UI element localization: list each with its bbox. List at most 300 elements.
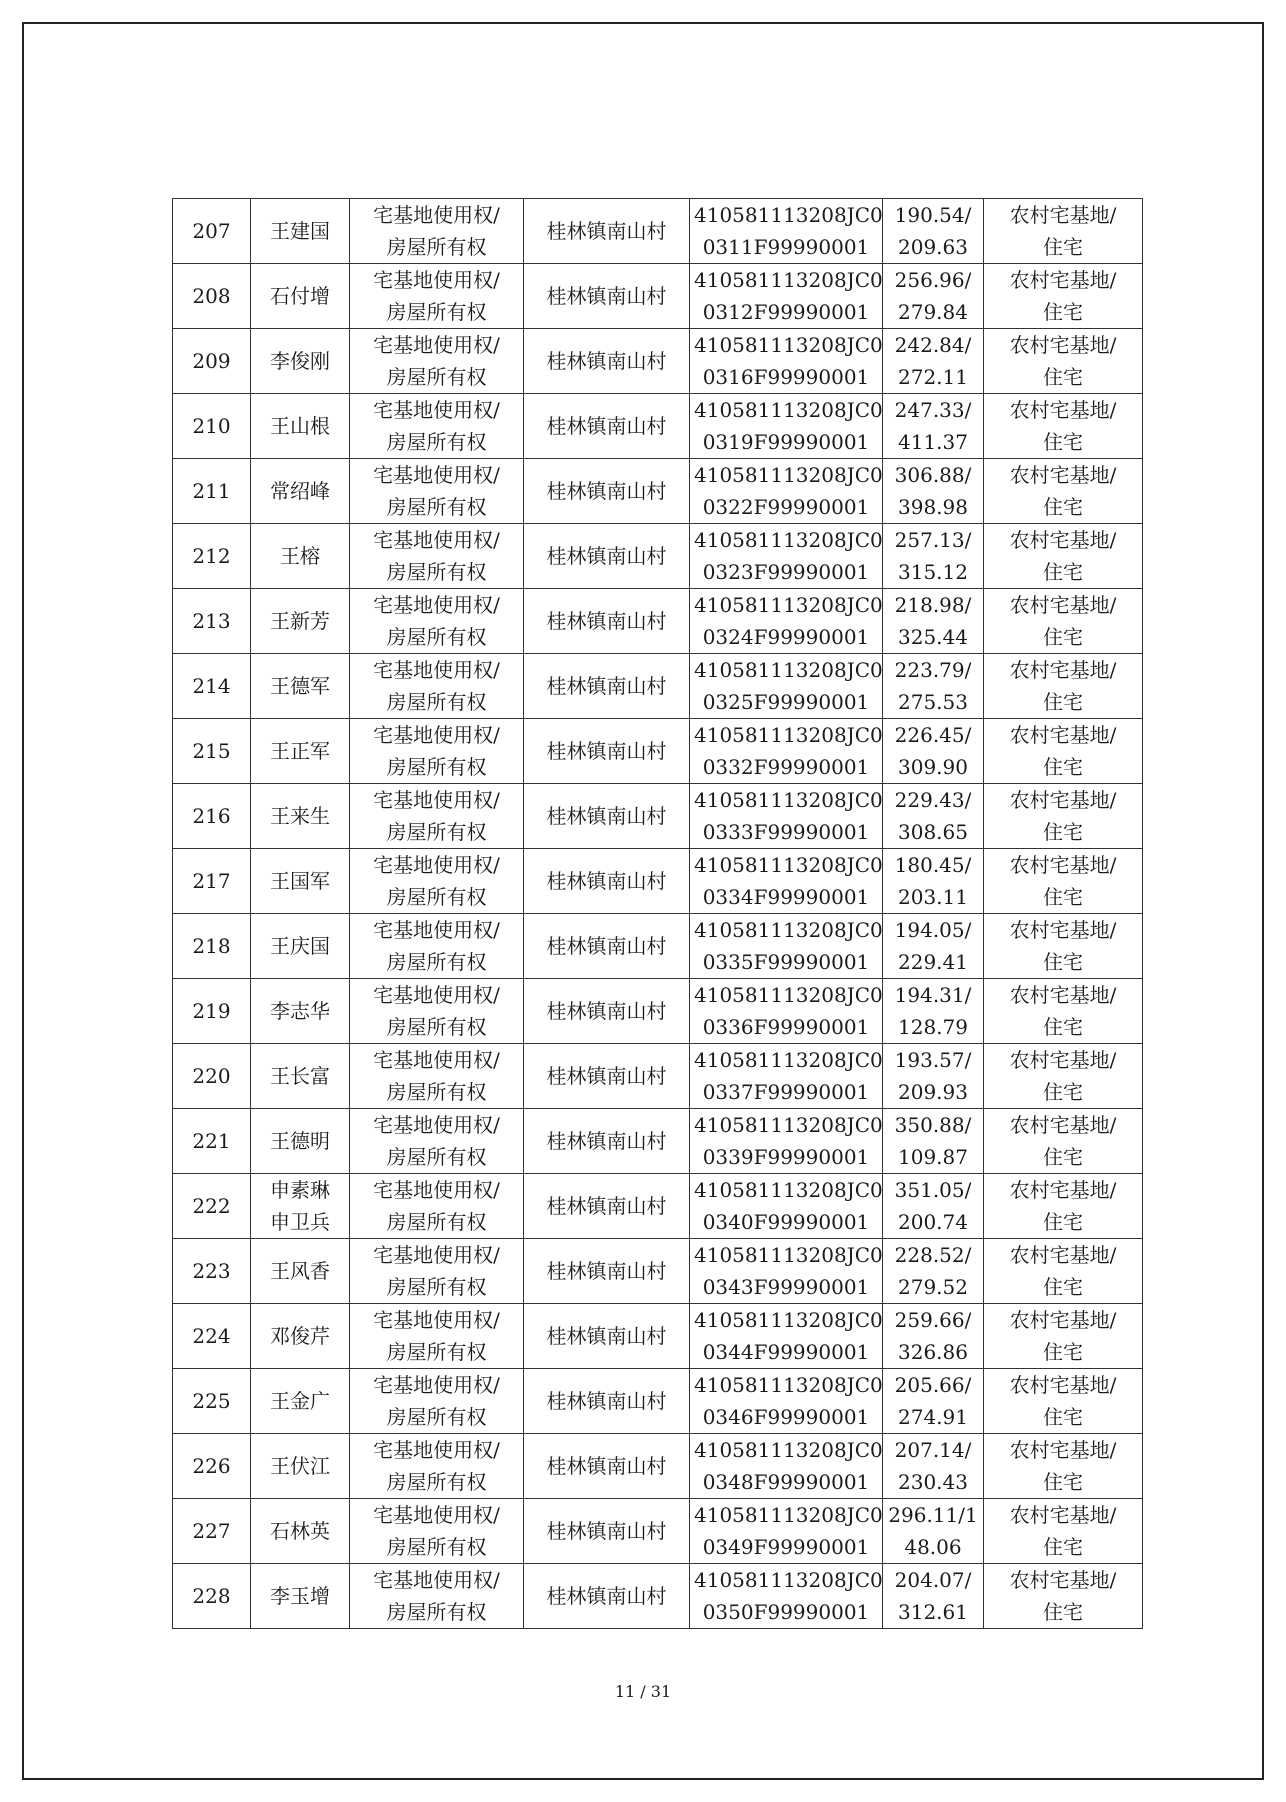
location-cell: 桂林镇南山村 [524,589,690,654]
owner-name-cell [251,1109,350,1174]
area-cell-line: 193.57/ [894,1048,972,1072]
land-use-cell-line: 农村宅基地/ [1009,1373,1117,1397]
rights-type-cell-line: 宅基地使用权/ [373,463,500,487]
area-cell-line: 325.44 [898,625,968,649]
owner-name-cell [251,264,350,329]
property-code-cell [690,654,883,719]
owner-name-cell-line: 李玉增 [270,1584,330,1608]
land-use-cell [984,849,1143,914]
row-number-cell: 221 [173,1109,251,1174]
table-body [173,199,1143,1629]
owner-name-cell [251,1434,350,1499]
area-cell [883,849,984,914]
row-number-cell: 217 [173,849,251,914]
land-use-cell [984,979,1143,1044]
rights-type-cell-line: 宅基地使用权/ [373,1568,500,1592]
area-cell-line: 272.11 [898,365,968,389]
land-use-cell-line: 住宅 [1043,560,1083,584]
row-number-cell: 220 [173,1044,251,1109]
owner-name-cell [251,784,350,849]
rights-type-cell-line: 房屋所有权 [386,495,487,519]
property-code-cell-line: 410581113208JC0 [694,723,883,747]
land-use-cell [984,589,1143,654]
land-use-cell [984,1369,1143,1434]
land-use-cell-line: 住宅 [1043,1600,1083,1624]
owner-name-cell-line: 王山根 [270,414,330,438]
land-use-cell-line: 住宅 [1043,1080,1083,1104]
area-cell-line: 209.93 [898,1080,968,1104]
land-use-cell-line: 农村宅基地/ [1009,593,1117,617]
property-code-cell [690,1109,883,1174]
row-number-cell: 216 [173,784,251,849]
row-number-cell: 213 [173,589,251,654]
property-code-cell-line: 410581113208JC0 [694,1438,883,1462]
property-code-cell [690,329,883,394]
property-code-cell [690,1239,883,1304]
rights-type-cell [350,459,524,524]
rights-type-cell-line: 宅基地使用权/ [373,983,500,1007]
row-number-cell: 226 [173,1434,251,1499]
location-cell: 桂林镇南山村 [524,1239,690,1304]
property-code-cell [690,459,883,524]
rights-type-cell-line: 房屋所有权 [386,365,487,389]
property-code-cell-line: 0324F99990001 [702,625,870,649]
area-cell [883,1434,984,1499]
rights-type-cell-line: 房屋所有权 [386,430,487,454]
owner-name-cell-line: 王榕 [280,544,320,568]
area-cell-line: 203.11 [898,885,968,909]
land-use-cell [984,199,1143,264]
property-code-cell-line: 0340F99990001 [702,1210,870,1234]
location-cell: 桂林镇南山村 [524,1109,690,1174]
property-code-cell-line: 0316F99990001 [702,365,870,389]
land-use-cell-line: 农村宅基地/ [1009,463,1117,487]
property-code-cell-line: 410581113208JC0 [694,268,883,292]
location-cell: 桂林镇南山村 [524,1304,690,1369]
property-code-cell-line: 0350F99990001 [702,1600,870,1624]
property-code-cell [690,524,883,589]
rights-type-cell-line: 房屋所有权 [386,1145,487,1169]
area-cell [883,329,984,394]
owner-name-cell [251,1564,350,1629]
property-code-cell-line: 0344F99990001 [702,1340,870,1364]
owner-name-cell-line: 王伏江 [270,1454,330,1478]
property-code-cell-line: 410581113208JC0 [694,333,883,357]
rights-type-cell-line: 宅基地使用权/ [373,788,500,812]
property-code-cell [690,914,883,979]
property-code-cell-line: 0334F99990001 [702,885,870,909]
property-code-cell [690,1369,883,1434]
location-cell: 桂林镇南山村 [524,914,690,979]
land-use-cell [984,459,1143,524]
page-number: 11 / 31 [614,1682,672,1701]
area-cell-line: 128.79 [898,1015,968,1039]
rights-type-cell [350,1564,524,1629]
land-use-cell [984,394,1143,459]
property-code-cell-line: 0336F99990001 [702,1015,870,1039]
rights-type-cell-line: 宅基地使用权/ [373,1438,500,1462]
owner-name-cell [251,329,350,394]
property-code-cell [690,199,883,264]
area-cell [883,264,984,329]
property-code-cell-line: 0346F99990001 [702,1405,870,1429]
table-row [173,1109,1143,1174]
table-row [173,394,1143,459]
area-cell [883,589,984,654]
row-number-cell: 228 [173,1564,251,1629]
area-cell-line: 180.45/ [894,853,972,877]
property-code-cell [690,1564,883,1629]
rights-type-cell-line: 房屋所有权 [386,1405,487,1429]
table-row [173,1434,1143,1499]
property-code-cell-line: 410581113208JC0 [694,1503,883,1527]
row-number-cell: 218 [173,914,251,979]
land-use-cell-line: 农村宅基地/ [1009,658,1117,682]
land-use-cell [984,1109,1143,1174]
owner-name-cell-line: 李志华 [270,999,330,1023]
owner-name-cell [251,589,350,654]
location-cell: 桂林镇南山村 [524,329,690,394]
rights-type-cell-line: 宅基地使用权/ [373,333,500,357]
rights-type-cell [350,1109,524,1174]
property-code-cell-line: 410581113208JC0 [694,203,883,227]
property-code-cell [690,979,883,1044]
rights-type-cell-line: 房屋所有权 [386,1080,487,1104]
owner-name-cell-line: 王庆国 [270,934,330,958]
location-cell: 桂林镇南山村 [524,1499,690,1564]
table-row [173,849,1143,914]
table-row [173,264,1143,329]
owner-name-cell-line: 李俊刚 [270,349,330,373]
land-use-cell-line: 农村宅基地/ [1009,268,1117,292]
area-cell-line: 398.98 [898,495,968,519]
rights-type-cell [350,979,524,1044]
area-cell [883,1304,984,1369]
land-use-cell-line: 农村宅基地/ [1009,1243,1117,1267]
area-cell-line: 242.84/ [894,333,972,357]
area-cell-line: 326.86 [898,1340,968,1364]
table-row [173,1499,1143,1564]
rights-type-cell-line: 宅基地使用权/ [373,918,500,942]
table-row [173,329,1143,394]
area-cell-line: 351.05/ [894,1178,972,1202]
table-row [173,1174,1143,1239]
row-number-cell: 223 [173,1239,251,1304]
table-row [173,654,1143,719]
area-cell-line: 228.52/ [894,1243,972,1267]
land-use-cell-line: 农村宅基地/ [1009,983,1117,1007]
land-use-cell [984,1239,1143,1304]
area-cell-line: 257.13/ [894,528,972,552]
property-code-cell-line: 410581113208JC0 [694,853,883,877]
rights-type-cell [350,264,524,329]
row-number-cell: 210 [173,394,251,459]
rights-type-cell-line: 房屋所有权 [386,885,487,909]
land-use-cell-line: 住宅 [1043,1470,1083,1494]
land-use-cell [984,1434,1143,1499]
owner-name-cell [251,1369,350,1434]
rights-type-cell [350,1174,524,1239]
property-code-cell-line: 0337F99990001 [702,1080,870,1104]
area-cell-line: 306.88/ [894,463,972,487]
row-number-cell: 211 [173,459,251,524]
property-code-cell-line: 0343F99990001 [702,1275,870,1299]
property-code-cell [690,849,883,914]
location-cell: 桂林镇南山村 [524,979,690,1044]
rights-type-cell [350,849,524,914]
row-number-cell: 219 [173,979,251,1044]
rights-type-cell-line: 宅基地使用权/ [373,723,500,747]
owner-name-cell [251,394,350,459]
owner-name-cell [251,1174,350,1239]
rights-type-cell-line: 房屋所有权 [386,1210,487,1234]
owner-name-cell [251,849,350,914]
owner-name-cell-line: 王长富 [270,1064,330,1088]
rights-type-cell [350,784,524,849]
area-cell-line: 229.41 [898,950,968,974]
table-row [173,524,1143,589]
location-cell: 桂林镇南山村 [524,784,690,849]
rights-type-cell-line: 房屋所有权 [386,690,487,714]
area-cell-line: 223.79/ [894,658,972,682]
land-use-cell-line: 农村宅基地/ [1009,1568,1117,1592]
rights-type-cell-line: 宅基地使用权/ [373,398,500,422]
land-use-cell-line: 住宅 [1043,1340,1083,1364]
area-cell-line: 226.45/ [894,723,972,747]
owner-name-cell-line: 申卫兵 [270,1210,330,1234]
land-use-cell-line: 住宅 [1043,365,1083,389]
area-cell [883,914,984,979]
land-use-cell-line: 住宅 [1043,1015,1083,1039]
rights-type-cell-line: 宅基地使用权/ [373,1503,500,1527]
property-code-cell [690,719,883,784]
property-code-cell-line: 410581113208JC0 [694,1113,883,1137]
property-code-cell [690,264,883,329]
rights-type-cell-line: 房屋所有权 [386,1600,487,1624]
owner-name-cell-line: 王金广 [270,1389,330,1413]
property-code-cell-line: 410581113208JC0 [694,983,883,1007]
table-row [173,979,1143,1044]
area-cell-line: 279.84 [898,300,968,324]
land-use-cell-line: 住宅 [1043,625,1083,649]
land-use-cell-line: 农村宅基地/ [1009,1178,1117,1202]
land-use-cell-line: 住宅 [1043,1210,1083,1234]
rights-type-cell-line: 房屋所有权 [386,755,487,779]
land-use-cell [984,914,1143,979]
owner-name-cell [251,719,350,784]
rights-type-cell [350,914,524,979]
table-row [173,784,1143,849]
area-cell [883,1109,984,1174]
rights-type-cell-line: 房屋所有权 [386,235,487,259]
rights-type-cell [350,1304,524,1369]
rights-type-cell-line: 宅基地使用权/ [373,593,500,617]
property-code-cell [690,1304,883,1369]
rights-type-cell [350,1369,524,1434]
rights-type-cell-line: 宅基地使用权/ [373,1113,500,1137]
property-code-cell-line: 0333F99990001 [702,820,870,844]
property-code-cell-line: 0322F99990001 [702,495,870,519]
location-cell: 桂林镇南山村 [524,199,690,264]
row-number-cell: 224 [173,1304,251,1369]
area-cell [883,979,984,1044]
property-code-cell-line: 410581113208JC0 [694,1308,883,1332]
property-code-cell-line: 410581113208JC0 [694,463,883,487]
area-cell-line: 309.90 [898,755,968,779]
rights-type-cell [350,524,524,589]
owner-name-cell-line: 王德军 [270,674,330,698]
area-cell-line: 247.33/ [894,398,972,422]
rights-type-cell [350,199,524,264]
area-cell-line: 194.31/ [894,983,972,1007]
row-number-cell: 225 [173,1369,251,1434]
property-code-cell-line: 0312F99990001 [702,300,870,324]
table-row [173,459,1143,524]
land-use-cell [984,1044,1143,1109]
owner-name-cell [251,1304,350,1369]
row-number-cell: 215 [173,719,251,784]
property-code-cell-line: 410581113208JC0 [694,1048,883,1072]
row-number-cell: 227 [173,1499,251,1564]
property-code-cell-line: 0325F99990001 [702,690,870,714]
rights-type-cell-line: 房屋所有权 [386,625,487,649]
land-use-cell-line: 农村宅基地/ [1009,918,1117,942]
row-number-cell: 214 [173,654,251,719]
table-row [173,719,1143,784]
property-code-cell-line: 0323F99990001 [702,560,870,584]
land-use-cell-line: 住宅 [1043,300,1083,324]
rights-type-cell [350,1239,524,1304]
property-code-cell-line: 0332F99990001 [702,755,870,779]
property-code-cell [690,1174,883,1239]
table-row [173,1564,1143,1629]
land-use-cell-line: 住宅 [1043,235,1083,259]
land-use-cell [984,329,1143,394]
area-cell-line: 230.43 [898,1470,968,1494]
location-cell: 桂林镇南山村 [524,849,690,914]
table-row [173,589,1143,654]
rights-type-cell [350,1434,524,1499]
area-cell-line: 194.05/ [894,918,972,942]
area-cell [883,1174,984,1239]
area-cell [883,1564,984,1629]
area-cell-line: 279.52 [898,1275,968,1299]
property-code-cell-line: 410581113208JC0 [694,788,883,812]
area-cell-line: 190.54/ [894,203,972,227]
rights-type-cell [350,719,524,784]
land-use-cell-line: 农村宅基地/ [1009,853,1117,877]
land-use-cell [984,784,1143,849]
land-use-cell-line: 农村宅基地/ [1009,1048,1117,1072]
area-cell-line: 275.53 [898,690,968,714]
location-cell: 桂林镇南山村 [524,264,690,329]
area-cell [883,1369,984,1434]
location-cell: 桂林镇南山村 [524,654,690,719]
location-cell: 桂林镇南山村 [524,459,690,524]
land-use-cell [984,1499,1143,1564]
land-use-cell-line: 住宅 [1043,885,1083,909]
row-number-cell: 209 [173,329,251,394]
property-code-cell-line: 0349F99990001 [702,1535,870,1559]
property-code-cell-line: 410581113208JC0 [694,593,883,617]
rights-type-cell-line: 房屋所有权 [386,1340,487,1364]
land-use-cell-line: 农村宅基地/ [1009,1438,1117,1462]
owner-name-cell-line: 王风香 [270,1259,330,1283]
area-cell [883,784,984,849]
owner-name-cell-line: 申素琳 [270,1178,330,1202]
rights-type-cell-line: 房屋所有权 [386,1535,487,1559]
area-cell-line: 229.43/ [894,788,972,812]
land-use-cell-line: 住宅 [1043,1145,1083,1169]
area-cell [883,524,984,589]
location-cell: 桂林镇南山村 [524,1044,690,1109]
area-cell-line: 204.07/ [894,1568,972,1592]
location-cell: 桂林镇南山村 [524,1369,690,1434]
area-cell [883,1044,984,1109]
property-code-cell-line: 410581113208JC0 [694,398,883,422]
rights-type-cell-line: 宅基地使用权/ [373,268,500,292]
area-cell-line: 296.11/1 [888,1503,978,1527]
table-row [173,1369,1143,1434]
area-cell [883,394,984,459]
row-number-cell: 222 [173,1174,251,1239]
rights-type-cell [350,1499,524,1564]
land-use-cell [984,654,1143,719]
area-cell-line: 315.12 [898,560,968,584]
area-cell [883,719,984,784]
area-cell-line: 411.37 [898,430,968,454]
property-code-cell [690,784,883,849]
area-cell-line: 312.61 [898,1600,968,1624]
land-use-cell [984,264,1143,329]
land-use-cell-line: 农村宅基地/ [1009,333,1117,357]
property-code-cell [690,394,883,459]
location-cell: 桂林镇南山村 [524,1434,690,1499]
row-number-cell: 208 [173,264,251,329]
property-code-cell-line: 0348F99990001 [702,1470,870,1494]
rights-type-cell [350,394,524,459]
property-code-cell-line: 410581113208JC0 [694,1178,883,1202]
land-use-cell-line: 住宅 [1043,820,1083,844]
rights-type-cell-line: 宅基地使用权/ [373,203,500,227]
table-row [173,1304,1143,1369]
area-cell-line: 205.66/ [894,1373,972,1397]
rights-type-cell-line: 房屋所有权 [386,300,487,324]
property-code-cell-line: 410581113208JC0 [694,1568,883,1592]
land-use-cell [984,1564,1143,1629]
rights-type-cell [350,654,524,719]
area-cell [883,1239,984,1304]
land-use-cell-line: 住宅 [1043,430,1083,454]
property-code-cell-line: 410581113208JC0 [694,918,883,942]
owner-name-cell-line: 石林英 [270,1519,330,1543]
land-use-cell-line: 农村宅基地/ [1009,1308,1117,1332]
area-cell-line: 48.06 [904,1535,962,1559]
area-cell-line: 274.91 [898,1405,968,1429]
owner-name-cell-line: 王新芳 [270,609,330,633]
land-use-cell-line: 住宅 [1043,755,1083,779]
owner-name-cell [251,654,350,719]
owner-name-cell-line: 王德明 [270,1129,330,1153]
owner-name-cell-line: 石付增 [270,284,330,308]
owner-name-cell [251,199,350,264]
owner-name-cell [251,1239,350,1304]
property-code-cell-line: 410581113208JC0 [694,528,883,552]
land-use-cell-line: 农村宅基地/ [1009,203,1117,227]
land-use-cell-line: 农村宅基地/ [1009,723,1117,747]
property-code-cell-line: 410581113208JC0 [694,658,883,682]
location-cell: 桂林镇南山村 [524,1174,690,1239]
